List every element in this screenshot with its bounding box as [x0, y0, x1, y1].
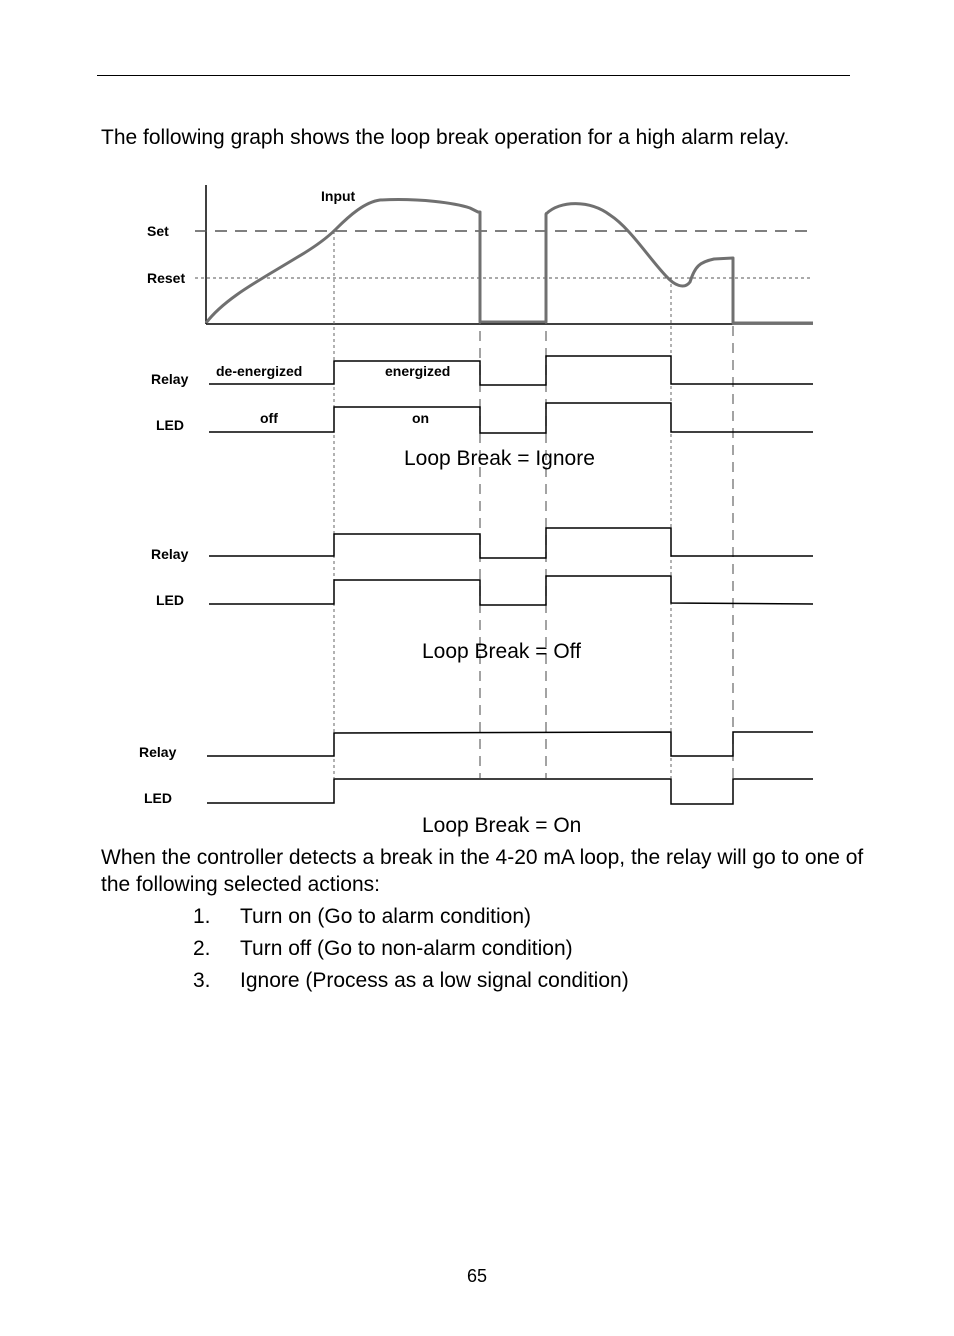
relay-state-energized: energized: [385, 363, 451, 379]
list-item-text: Turn off (Go to non-alarm condition): [240, 937, 573, 960]
input-signal-curve: [206, 200, 813, 323]
list-item: [193, 965, 629, 997]
list-item: [193, 901, 629, 933]
relay-label-off: Relay: [151, 546, 189, 562]
relay-label-ignore: Relay: [151, 371, 189, 387]
led-label-on: LED: [144, 790, 172, 806]
led-waveform-ignore: [209, 403, 813, 433]
actions-list: [193, 901, 629, 997]
relay-label-on: Relay: [139, 744, 177, 760]
led-waveform-on: [207, 779, 813, 804]
relay-state-deenergized: de-energized: [216, 363, 303, 379]
relay-waveform-off: [209, 528, 813, 558]
reset-label: Reset: [147, 270, 186, 286]
loop-break-description: When the controller detects a break in the 4-20 mA loop, the relay will go to one of the following selected actions:: [101, 846, 864, 896]
input-label: Input: [321, 188, 356, 204]
list-item-text: Ignore (Process as a low signal condition): [240, 969, 629, 992]
led-waveform-off: [209, 576, 813, 605]
led-state-off: off: [260, 410, 278, 426]
caption-loop-break-ignore: Loop Break = Ignore: [404, 447, 595, 470]
list-item-number: 1.: [193, 905, 211, 928]
relay-waveform-on: [207, 732, 813, 756]
list-item-number: 3.: [193, 969, 211, 992]
page-number: 65: [466, 1266, 488, 1286]
intro-paragraph: The following graph shows the loop break operation for a high alarm relay.: [101, 126, 790, 149]
caption-loop-break-on: Loop Break = On: [422, 814, 582, 837]
caption-loop-break-off: Loop Break = Off: [422, 640, 581, 663]
list-item: [193, 933, 629, 965]
led-label-ignore: LED: [156, 417, 184, 433]
set-label: Set: [147, 223, 169, 239]
led-label-off: LED: [156, 592, 184, 608]
list-item-number: 2.: [193, 937, 211, 960]
led-state-on: on: [412, 410, 430, 426]
list-item-text: Turn on (Go to alarm condition): [240, 905, 532, 928]
